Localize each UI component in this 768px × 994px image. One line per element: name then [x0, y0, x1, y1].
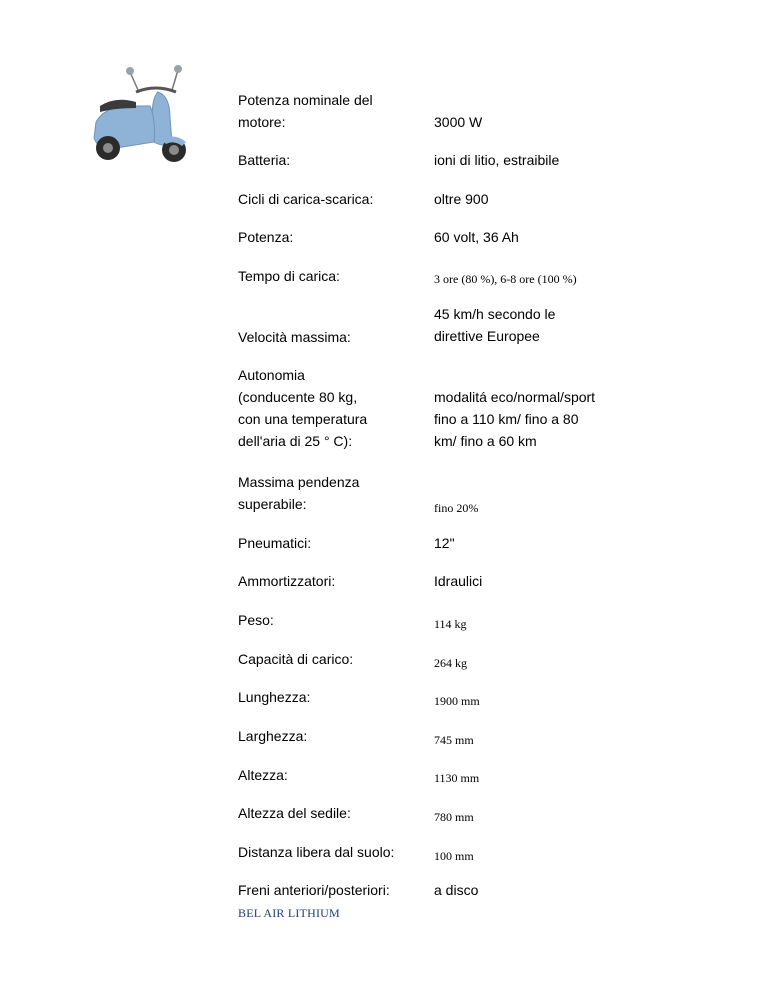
spec-value-potenza: 60 volt, 36 Ah	[434, 229, 519, 245]
spec-value-velocita: 45 km/h secondo le direttive Europee	[434, 306, 556, 344]
spec-value-altezza-sedile: 780 mm	[434, 810, 474, 824]
spec-value-freni: a disco	[434, 882, 479, 898]
spec-value-lunghezza: 1900 mm	[434, 694, 480, 708]
spec-label-freni: Freni anteriori/posteriori:	[238, 882, 390, 898]
scooter-image	[86, 62, 194, 166]
spec-value-peso: 114 kg	[434, 617, 467, 631]
spec-label-velocita: Velocità massima:	[238, 329, 351, 345]
spec-label-altezza: Altezza:	[238, 767, 288, 783]
spec-value-larghezza: 745 mm	[434, 733, 474, 747]
spec-label-pneumatici: Pneumatici:	[238, 535, 312, 551]
spec-value-pneumatici: 12"	[434, 535, 455, 551]
footer-model-name: BEL AIR LITHIUM	[238, 906, 340, 920]
spec-label-tempo-carica: Tempo di carica:	[238, 268, 340, 284]
spec-value-tempo-carica: 3 ore (80 %), 6-8 ore (100 %)	[434, 272, 577, 286]
spec-label-potenza-nominale: Potenza nominale del motore:	[238, 92, 373, 130]
spec-value-altezza: 1130 mm	[434, 771, 480, 785]
spec-label-autonomia: Autonomia (conducente 80 kg, con una temperatura dell'aria di 25 ° C):	[238, 367, 368, 449]
spec-label-distanza-suolo: Distanza libera dal suolo:	[238, 844, 395, 860]
spec-value-ammortizzatori: Idraulici	[434, 573, 483, 589]
spec-label-ammortizzatori: Ammortizzatori:	[238, 573, 336, 589]
spec-value-pendenza: fino 20%	[434, 501, 479, 515]
spec-value-cicli: oltre 900	[434, 191, 489, 207]
spec-label-lunghezza: Lunghezza:	[238, 689, 311, 705]
spec-value-potenza-nominale: 3000 W	[434, 114, 483, 130]
spec-value-distanza-suolo: 100 mm	[434, 849, 474, 863]
spec-label-peso: Peso:	[238, 612, 274, 628]
spec-value-autonomia: modalitá eco/normal/sport fino a 110 km/ fino a 80 km/ fino a 60 km	[434, 389, 596, 449]
spec-label-altezza-sedile: Altezza del sedile:	[238, 805, 351, 821]
spec-value-capacita: 264 kg	[434, 656, 467, 670]
spec-label-capacita: Capacità di carico:	[238, 651, 354, 667]
spec-value-batteria: ioni di litio, estraibile	[434, 152, 560, 168]
spec-label-pendenza: Massima pendenza superabile:	[238, 474, 360, 512]
spec-label-larghezza: Larghezza:	[238, 728, 308, 744]
spec-label-cicli: Cicli di carica-scarica:	[238, 191, 374, 207]
spec-label-potenza: Potenza:	[238, 229, 294, 245]
spec-label-batteria: Batteria:	[238, 152, 291, 168]
